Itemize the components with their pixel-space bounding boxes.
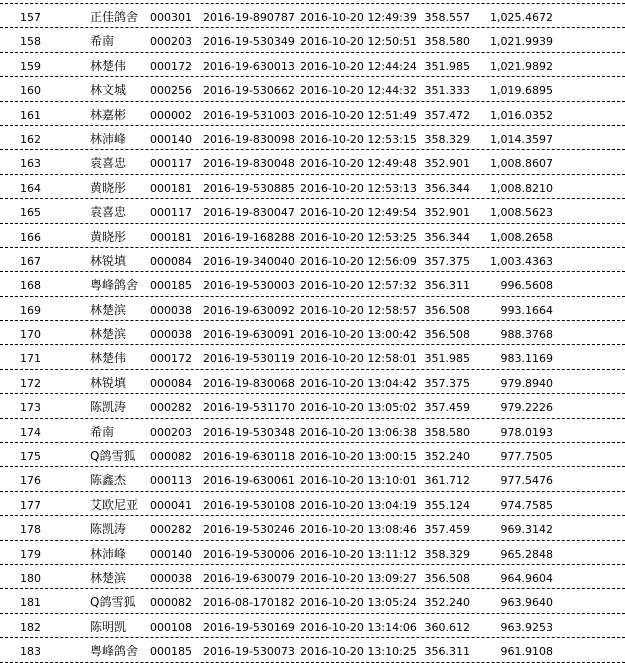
table-row [0,199,625,223]
name-cell: 黄晓彤 [90,180,127,195]
arrival-time-cell: 2016-10-20 13:10:25 [300,645,417,659]
score-cell: 988.3768 [500,328,553,342]
speed-cell: 361.712 [424,474,470,488]
arrival-time-cell: 2016-10-20 13:11:12 [300,547,417,561]
member-id-cell: 000084 [150,254,192,268]
score-cell: 1,014.3597 [490,132,553,146]
score-cell: 1,019.6895 [490,84,553,98]
name-cell: 林文城 [90,83,127,98]
speed-cell: 352.901 [424,206,470,220]
member-id-cell: 000038 [150,328,192,342]
speed-cell: 356.508 [424,303,470,317]
table-row [0,224,625,248]
score-cell: 977.7505 [500,450,553,464]
speed-cell: 352.240 [424,596,470,610]
rank-cell: 174 [20,425,41,439]
table-row [0,541,625,565]
name-cell: 艾欧尼亚 [90,497,139,512]
arrival-time-cell: 2016-10-20 12:44:24 [300,59,417,73]
score-cell: 979.8940 [500,376,553,390]
arrival-time-cell: 2016-10-20 13:00:42 [300,328,417,342]
rank-cell: 170 [20,328,41,342]
member-id-cell: 000203 [150,425,192,439]
member-id-cell: 000084 [150,376,192,390]
table-row [0,345,625,369]
score-cell: 1,008.8210 [490,181,553,195]
name-cell: 希南 [90,424,115,439]
ring-number-cell: 2016-19-531003 [203,108,295,122]
ring-number-cell: 2016-19-530885 [203,181,295,195]
score-cell: 961.9108 [500,645,553,659]
arrival-time-cell: 2016-10-20 13:09:27 [300,571,417,585]
table-row [0,321,625,345]
member-id-cell: 000117 [150,157,192,171]
ring-number-cell: 2016-19-630061 [203,474,295,488]
score-cell: 964.9604 [500,571,553,585]
member-id-cell: 000282 [150,523,192,537]
score-cell: 963.9640 [500,596,553,610]
ring-number-cell: 2016-19-530119 [203,352,295,366]
speed-cell: 356.508 [424,328,470,342]
name-cell: 陈凯涛 [90,400,127,415]
name-cell: 黄晓彤 [90,229,127,244]
speed-cell: 357.375 [424,376,470,390]
rank-cell: 158 [20,35,41,49]
speed-cell: 358.557 [424,11,470,24]
score-cell: 996.5608 [500,279,553,293]
speed-cell: 352.901 [424,157,470,171]
member-id-cell: 000181 [150,181,192,195]
arrival-time-cell: 2016-10-20 13:04:42 [300,376,417,390]
name-cell: 粤峰鸽舍 [90,278,139,293]
arrival-time-cell: 2016-10-20 13:05:24 [300,596,417,610]
table-row [0,467,625,491]
member-id-cell: 000038 [150,303,192,317]
rank-cell: 182 [20,620,41,634]
name-cell: 希南 [90,34,115,49]
speed-cell: 356.508 [424,571,470,585]
rank-cell: 157 [20,11,41,24]
arrival-time-cell: 2016-10-20 12:53:25 [300,230,417,244]
table-row [0,272,625,296]
score-cell: 1,025.4672 [490,11,553,24]
rank-cell: 177 [20,498,41,512]
speed-cell: 351.985 [424,59,470,73]
member-id-cell: 000185 [150,279,192,293]
name-cell: 林沛峰 [90,546,127,561]
score-cell: 974.7585 [500,498,553,512]
ring-number-cell: 2016-19-530073 [203,645,295,659]
rank-cell: 180 [20,571,41,585]
member-id-cell: 000082 [150,596,192,610]
speed-cell: 360.612 [424,620,470,634]
member-id-cell: 000256 [150,84,192,98]
rank-cell: 162 [20,132,41,146]
member-id-cell: 000082 [150,450,192,464]
name-cell: 林楚伟 [90,58,127,73]
rank-cell: 175 [20,450,41,464]
speed-cell: 357.459 [424,401,470,415]
table-row [0,126,625,150]
ring-number-cell: 2016-19-530662 [203,84,295,98]
name-cell: 陈凯涛 [90,522,127,537]
ring-number-cell: 2016-19-830098 [203,132,295,146]
score-cell: 979.2226 [500,401,553,415]
table-row [0,589,625,613]
name-cell: 袁喜忠 [90,156,127,171]
name-cell: 林嘉彬 [90,107,127,122]
arrival-time-cell: 2016-10-20 12:49:48 [300,157,417,171]
score-cell: 1,021.9939 [490,35,553,49]
arrival-time-cell: 2016-10-20 12:58:01 [300,352,417,366]
rank-cell: 168 [20,279,41,293]
speed-cell: 358.329 [424,547,470,561]
name-cell: 林楚滨 [90,327,127,342]
member-id-cell: 000108 [150,620,192,634]
member-id-cell: 000203 [150,35,192,49]
ring-number-cell: 2016-19-830068 [203,376,295,390]
arrival-time-cell: 2016-10-20 12:58:57 [300,303,417,317]
score-cell: 977.5476 [500,474,553,488]
speed-cell: 356.344 [424,181,470,195]
member-id-cell: 000301 [150,11,192,24]
arrival-time-cell: 2016-10-20 13:05:02 [300,401,417,415]
table-row [0,614,625,638]
rank-cell: 171 [20,352,41,366]
speed-cell: 356.344 [424,230,470,244]
arrival-time-cell: 2016-10-20 12:53:15 [300,132,417,146]
ring-number-cell: 2016-19-530006 [203,547,295,561]
name-cell: 林楚滨 [90,302,127,317]
speed-cell: 352.240 [424,450,470,464]
rank-cell: 169 [20,303,41,317]
arrival-time-cell: 2016-10-20 12:51:49 [300,108,417,122]
member-id-cell: 000282 [150,401,192,415]
arrival-time-cell: 2016-10-20 12:53:13 [300,181,417,195]
member-id-cell: 000002 [150,108,192,122]
speed-cell: 358.329 [424,132,470,146]
arrival-time-cell: 2016-10-20 13:00:15 [300,450,417,464]
name-cell: 粤峰鸽舍 [90,644,139,659]
speed-cell: 351.333 [424,84,470,98]
ring-number-cell: 2016-19-168288 [203,230,295,244]
arrival-time-cell: 2016-10-20 12:49:39 [300,11,417,24]
table-row [0,370,625,394]
score-cell: 1,008.2658 [490,230,553,244]
member-id-cell: 000041 [150,498,192,512]
score-cell: 963.9253 [500,620,553,634]
speed-cell: 351.985 [424,352,470,366]
table-row [0,297,625,321]
rank-cell: 167 [20,254,41,268]
table-row [0,150,625,174]
table-row [0,443,625,467]
name-cell: 林楚伟 [90,351,127,366]
score-cell: 969.3142 [500,523,553,537]
table-row [0,638,625,662]
name-cell: Q鸽雪狐 [90,449,136,464]
arrival-time-cell: 2016-10-20 12:57:32 [300,279,417,293]
arrival-time-cell: 2016-10-20 13:04:19 [300,498,417,512]
arrival-time-cell: 2016-10-20 13:08:46 [300,523,417,537]
arrival-time-cell: 2016-10-20 13:10:01 [300,474,417,488]
speed-cell: 357.459 [424,523,470,537]
ring-number-cell: 2016-19-630118 [203,450,295,464]
rank-cell: 164 [20,181,41,195]
arrival-time-cell: 2016-10-20 13:06:38 [300,425,417,439]
ring-number-cell: 2016-19-530003 [203,279,295,293]
table-row [0,248,625,272]
arrival-time-cell: 2016-10-20 12:50:51 [300,35,417,49]
rank-cell: 160 [20,84,41,98]
member-id-cell: 000038 [150,571,192,585]
ring-number-cell: 2016-19-530169 [203,620,295,634]
table-row [0,175,625,199]
name-cell: 林沛峰 [90,131,127,146]
member-id-cell: 000140 [150,547,192,561]
name-cell: 林锐填 [90,253,127,268]
speed-cell: 357.375 [424,254,470,268]
speed-cell: 355.124 [424,498,470,512]
member-id-cell: 000172 [150,352,192,366]
table-row [0,28,625,52]
score-cell: 978.0193 [500,425,553,439]
rank-cell: 173 [20,401,41,415]
rank-cell: 165 [20,206,41,220]
rank-cell: 176 [20,474,41,488]
table-row [0,394,625,418]
rank-cell: 166 [20,230,41,244]
name-cell: Q鸽雪狐 [90,595,136,610]
table-row [0,4,625,28]
name-cell: 陈明凯 [90,619,127,634]
member-id-cell: 000140 [150,132,192,146]
ring-number-cell: 2016-19-630092 [203,303,295,317]
member-id-cell: 000172 [150,59,192,73]
table-row [0,516,625,540]
score-cell: 983.1169 [500,352,553,366]
ring-number-cell: 2016-19-530108 [203,498,295,512]
ring-number-cell: 2016-19-630013 [203,59,295,73]
name-cell: 正佳鸽舍 [90,10,139,24]
table-row [0,492,625,516]
rank-cell: 181 [20,596,41,610]
rank-cell: 163 [20,157,41,171]
name-cell: 陈鑫杰 [90,473,127,488]
score-cell: 993.1664 [500,303,553,317]
rank-cell: 179 [20,547,41,561]
ring-number-cell: 2016-19-830048 [203,157,295,171]
rank-cell: 161 [20,108,41,122]
arrival-time-cell: 2016-10-20 12:44:32 [300,84,417,98]
score-cell: 1,021.9892 [490,59,553,73]
table-row [0,53,625,77]
member-id-cell: 000185 [150,645,192,659]
name-cell: 袁喜忠 [90,205,127,220]
ring-number-cell: 2016-19-530348 [203,425,295,439]
arrival-time-cell: 2016-10-20 13:14:06 [300,620,417,634]
table-row [0,419,625,443]
rank-cell: 159 [20,59,41,73]
ring-number-cell: 2016-19-830047 [203,206,295,220]
table-row [0,77,625,101]
name-cell: 林楚滨 [90,570,127,585]
speed-cell: 356.311 [424,645,470,659]
ring-number-cell: 2016-19-340040 [203,254,295,268]
score-cell: 1,008.8607 [490,157,553,171]
speed-cell: 358.580 [424,425,470,439]
ring-number-cell: 2016-08-170182 [203,596,295,610]
ring-number-cell: 2016-19-531170 [203,401,295,415]
member-id-cell: 000117 [150,206,192,220]
score-cell: 1,003.4363 [490,254,553,268]
score-cell: 1,016.0352 [490,108,553,122]
arrival-time-cell: 2016-10-20 12:56:09 [300,254,417,268]
rank-cell: 178 [20,523,41,537]
name-cell: 林锐填 [90,375,127,390]
member-id-cell: 000181 [150,230,192,244]
table-row [0,102,625,126]
speed-cell: 356.311 [424,279,470,293]
score-cell: 1,008.5623 [490,206,553,220]
arrival-time-cell: 2016-10-20 12:49:54 [300,206,417,220]
ring-number-cell: 2016-19-530246 [203,523,295,537]
ring-number-cell: 2016-19-890787 [203,11,295,24]
table-row [0,565,625,589]
rank-cell: 172 [20,376,41,390]
speed-cell: 357.472 [424,108,470,122]
ring-number-cell: 2016-19-530349 [203,35,295,49]
member-id-cell: 000113 [150,474,192,488]
score-cell: 965.2848 [500,547,553,561]
ring-number-cell: 2016-19-630079 [203,571,295,585]
ring-number-cell: 2016-19-630091 [203,328,295,342]
rank-cell: 183 [20,645,41,659]
speed-cell: 358.580 [424,35,470,49]
